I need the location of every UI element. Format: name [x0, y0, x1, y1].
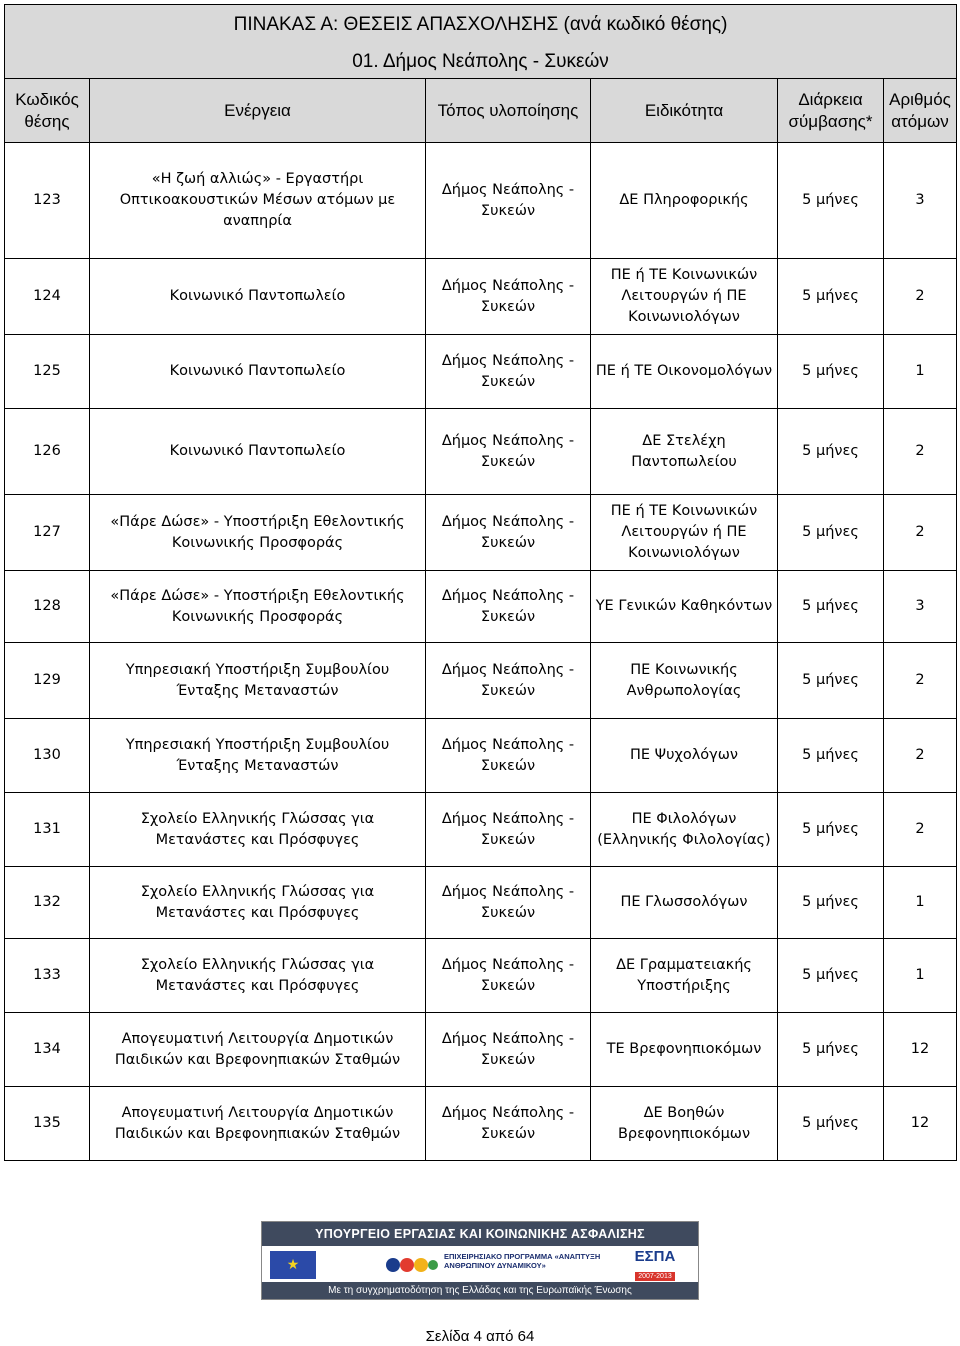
- table-row: [5, 143, 957, 259]
- cell-specialty: ΠΕ ή ΤΕ Κοινωνικών Λειτουργών ή ΠΕ Κοινωνιολόγων: [591, 495, 778, 571]
- table-title: ΠΙΝΑΚΑΣ Α: ΘΕΣΕΙΣ ΑΠΑΣΧΟΛΗΣΗΣ (ανά κωδικό θέσης): [5, 5, 957, 45]
- cell-code: 124: [5, 259, 90, 335]
- cell-location: Δήμος Νεάπολης - Συκεών: [426, 719, 591, 793]
- cell-duration: 5 μήνες: [778, 495, 884, 571]
- cell-action: Κοινωνικό Παντοπωλείο: [90, 409, 426, 495]
- cell-action: Απογευματινή Λειτουργία Δημοτικών Παιδικών και Βρεφονηπιακών Σταθμών: [90, 1013, 426, 1087]
- cell-code: 129: [5, 643, 90, 719]
- espa-years: 2007-2013: [635, 1272, 674, 1281]
- header-action: Ενέργεια: [90, 79, 426, 143]
- table-row: [5, 719, 957, 793]
- cell-count: 2: [884, 719, 957, 793]
- cell-action: «Πάρε Δώσε» - Υποστήριξη Εθελοντικής Κοινωνικής Προσφοράς: [90, 495, 426, 571]
- cell-duration: 5 μήνες: [778, 335, 884, 409]
- table-row: [5, 335, 957, 409]
- cell-code: 133: [5, 939, 90, 1013]
- cell-location: Δήμος Νεάπολης - Συκεών: [426, 409, 591, 495]
- cell-count: 1: [884, 335, 957, 409]
- cell-location: Δήμος Νεάπολης - Συκεών: [426, 495, 591, 571]
- cell-action: Σχολείο Ελληνικής Γλώσσας για Μετανάστες και Πρόσφυγες: [90, 793, 426, 867]
- cell-location: Δήμος Νεάπολης - Συκεών: [426, 1087, 591, 1161]
- ep-logo-icon: [382, 1250, 440, 1280]
- cell-location: Δήμος Νεάπολης - Συκεών: [426, 643, 591, 719]
- espa-name: ΕΣΠΑ: [634, 1248, 676, 1265]
- cell-duration: 5 μήνες: [778, 259, 884, 335]
- table-row: [5, 793, 957, 867]
- cell-duration: 5 μήνες: [778, 643, 884, 719]
- table-subtitle: 01. Δήμος Νεάπολης - Συκεών: [5, 45, 957, 79]
- cell-code: 127: [5, 495, 90, 571]
- table-header-row: [5, 79, 957, 143]
- table-row: [5, 495, 957, 571]
- cell-count: 12: [884, 1013, 957, 1087]
- cell-duration: 5 μήνες: [778, 409, 884, 495]
- table-row: [5, 409, 957, 495]
- cell-specialty: ΠΕ Φιλολόγων (Ελληνικής Φιλολογίας): [591, 793, 778, 867]
- table-row: [5, 939, 957, 1013]
- header-code: Κωδικός θέσης: [5, 79, 90, 143]
- table-subtitle-row: [5, 45, 957, 79]
- cell-specialty: ΥΕ Γενικών Καθηκόντων: [591, 571, 778, 643]
- cell-specialty: ΔΕ Πληροφορικής: [591, 143, 778, 259]
- cell-code: 128: [5, 571, 90, 643]
- cell-action: «Πάρε Δώσε» - Υποστήριξη Εθελοντικής Κοινωνικής Προσφοράς: [90, 571, 426, 643]
- header-specialty: Ειδικότητα: [591, 79, 778, 143]
- cell-location: Δήμος Νεάπολης - Συκεών: [426, 1013, 591, 1087]
- cell-code: 132: [5, 867, 90, 939]
- cell-code: 130: [5, 719, 90, 793]
- cell-count: 1: [884, 867, 957, 939]
- cofunding-text: Με τη συγχρηματοδότηση της Ελλάδας και της Ευρωπαϊκής Ένωσης: [262, 1282, 698, 1299]
- cell-count: 2: [884, 409, 957, 495]
- cell-location: Δήμος Νεάπολης - Συκεών: [426, 143, 591, 259]
- cell-count: 2: [884, 259, 957, 335]
- cell-specialty: ΠΕ ή ΤΕ Κοινωνικών Λειτουργών ή ΠΕ Κοινωνιολόγων: [591, 259, 778, 335]
- cell-code: 131: [5, 793, 90, 867]
- cell-specialty: ΠΕ Ψυχολόγων: [591, 719, 778, 793]
- table-row: [5, 259, 957, 335]
- cell-duration: 5 μήνες: [778, 1087, 884, 1161]
- cell-action: Σχολείο Ελληνικής Γλώσσας για Μετανάστες και Πρόσφυγες: [90, 867, 426, 939]
- eu-flag-icon: ★: [270, 1251, 316, 1279]
- cell-code: 123: [5, 143, 90, 259]
- cell-action: Κοινωνικό Παντοπωλείο: [90, 335, 426, 409]
- cell-count: 3: [884, 143, 957, 259]
- cell-duration: 5 μήνες: [778, 571, 884, 643]
- cell-count: 2: [884, 495, 957, 571]
- cell-code: 134: [5, 1013, 90, 1087]
- cell-duration: 5 μήνες: [778, 143, 884, 259]
- cell-specialty: ΔΕ Βοηθών Βρεφονηπιοκόμων: [591, 1087, 778, 1161]
- program-name: ΕΠΙΧΕΙΡΗΣΙΑΚΟ ΠΡΟΓΡΑΜΜΑ «ΑΝΑΠΤΥΞΗ ΑΝΘΡΩΠΙΝΟΥ ΔΥΝΑΜΙΚΟΥ»: [444, 1252, 601, 1270]
- ministry-name: ΥΠΟΥΡΓΕΙΟ ΕΡΓΑΣΙΑΣ ΚΑΙ ΚΟΙΝΩΝΙΚΗΣ ΑΣΦΑΛΙΣΗΣ: [262, 1222, 698, 1246]
- cell-location: Δήμος Νεάπολης - Συκεών: [426, 793, 591, 867]
- cell-action: Υπηρεσιακή Υποστήριξη Συμβουλίου Ένταξης Μεταναστών: [90, 719, 426, 793]
- espa-logo-icon: [620, 1249, 690, 1281]
- cell-specialty: ΔΕ Γραμματειακής Υποστήριξης: [591, 939, 778, 1013]
- page-number: Σελίδα 4 από 64: [425, 1328, 535, 1345]
- cell-count: 3: [884, 571, 957, 643]
- cell-action: «Η ζωή αλλιώς» - Εργαστήρι Οπτικοακουστικών Μέσων ατόμων με αναπηρία: [90, 143, 426, 259]
- cell-count: 1: [884, 939, 957, 1013]
- cell-action: Απογευματινή Λειτουργία Δημοτικών Παιδικών και Βρεφονηπιακών Σταθμών: [90, 1087, 426, 1161]
- cell-duration: 5 μήνες: [778, 939, 884, 1013]
- cell-duration: 5 μήνες: [778, 867, 884, 939]
- table-row: [5, 1087, 957, 1161]
- table-row: [5, 643, 957, 719]
- table-row: [5, 867, 957, 939]
- cell-action: Κοινωνικό Παντοπωλείο: [90, 259, 426, 335]
- cell-specialty: ΠΕ Κοινωνικής Ανθρωπολογίας: [591, 643, 778, 719]
- table-row: [5, 571, 957, 643]
- funding-logos: [262, 1246, 698, 1284]
- cell-duration: 5 μήνες: [778, 719, 884, 793]
- table-title-row: [5, 5, 957, 45]
- header-count: Αριθμός ατόμων: [884, 79, 957, 143]
- cell-code: 135: [5, 1087, 90, 1161]
- cell-specialty: ΠΕ Γλωσσολόγων: [591, 867, 778, 939]
- positions-table: [4, 4, 957, 1161]
- table-row: [5, 1013, 957, 1087]
- cell-count: 2: [884, 793, 957, 867]
- cell-specialty: ΤΕ Βρεφονηπιοκόμων: [591, 1013, 778, 1087]
- cell-action: Σχολείο Ελληνικής Γλώσσας για Μετανάστες και Πρόσφυγες: [90, 939, 426, 1013]
- cell-code: 125: [5, 335, 90, 409]
- cell-location: Δήμος Νεάπολης - Συκεών: [426, 259, 591, 335]
- cell-specialty: ΔΕ Στελέχη Παντοπωλείου: [591, 409, 778, 495]
- header-duration: Διάρκεια σύμβασης*: [778, 79, 884, 143]
- cell-duration: 5 μήνες: [778, 1013, 884, 1087]
- funding-banner: [261, 1221, 699, 1300]
- cell-specialty: ΠΕ ή ΤΕ Οικονομολόγων: [591, 335, 778, 409]
- cell-count: 2: [884, 643, 957, 719]
- cell-duration: 5 μήνες: [778, 793, 884, 867]
- header-location: Τόπος υλοποίησης: [426, 79, 591, 143]
- cell-location: Δήμος Νεάπολης - Συκεών: [426, 939, 591, 1013]
- cell-location: Δήμος Νεάπολης - Συκεών: [426, 867, 591, 939]
- cell-location: Δήμος Νεάπολης - Συκεών: [426, 571, 591, 643]
- cell-code: 126: [5, 409, 90, 495]
- cell-location: Δήμος Νεάπολης - Συκεών: [426, 335, 591, 409]
- cell-action: Υπηρεσιακή Υποστήριξη Συμβουλίου Ένταξης Μεταναστών: [90, 643, 426, 719]
- cell-count: 12: [884, 1087, 957, 1161]
